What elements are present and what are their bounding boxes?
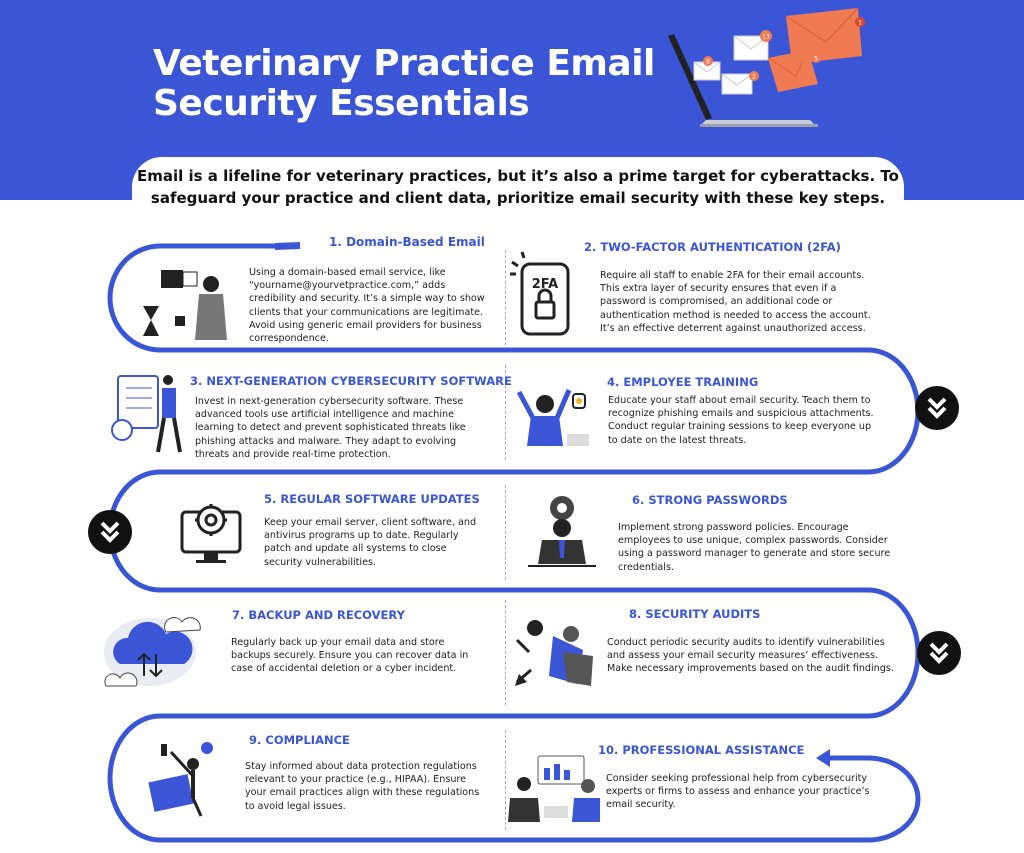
page-title-line-1: Veterinary Practice Email	[153, 43, 655, 84]
badge-2: 13	[762, 33, 770, 41]
step-9-body: Stay informed about data protection regulations relevant to your practice (e.g., HIPAA). Ensure your email practices align with these regulations to avoid legal issues.	[245, 761, 480, 812]
step-9-title: 9. COMPLIANCE	[249, 733, 350, 747]
trainer-illustration	[513, 374, 597, 450]
chevron-down-icon	[915, 386, 959, 430]
step-3-title: 3. NEXT-GENERATION CYBERSECURITY SOFTWARE	[190, 374, 512, 388]
step-2-title: 2. TWO-FACTOR AUTHENTICATION (2FA)	[584, 240, 841, 254]
step-1-title: 1. Domain-Based Email	[329, 235, 485, 249]
step-7-body: Regularly back up your email data and store backups securely. Ensure you can recover data in case of accidental deletion or a cyber incident.	[231, 637, 469, 675]
step-5-title: 5. REGULAR SOFTWARE UPDATES	[264, 492, 480, 506]
step-5-body: Keep your email server, client software, and antivirus programs up to date. Regularly patch and update all systems to close security vulnerabilities.	[264, 517, 477, 568]
page-title-line-2: Security Essentials	[153, 83, 530, 124]
divider	[505, 485, 506, 580]
chevron-down-icon	[917, 631, 961, 675]
divider	[505, 600, 506, 705]
chevron-down-icon	[88, 510, 132, 554]
step-7-title: 7. BACKUP AND RECOVERY	[232, 608, 405, 622]
monitor-gear-icon	[178, 500, 246, 566]
step-8-title: 8. SECURITY AUDITS	[629, 607, 761, 621]
badge-1: 8	[706, 58, 710, 66]
cloud-backup-icon	[100, 608, 208, 694]
step-6-title: 6. STRONG PASSWORDS	[632, 493, 788, 507]
step-4-title: 4. EMPLOYEE TRAINING	[607, 375, 759, 389]
phone-2fa-icon	[510, 250, 574, 338]
audit-team-illustration	[513, 616, 597, 692]
badge-3: 2	[752, 73, 756, 81]
person-presenting-illustration	[135, 262, 235, 342]
businessman-gear-illustration	[518, 492, 604, 572]
step-10-title: 10. PROFESSIONAL ASSISTANCE	[598, 743, 805, 757]
step-8-body: Conduct periodic security audits to identify vulnerabilities and assess your email security measures’ effectiveness. Make necessary improvements based on the audit findings.	[607, 637, 894, 675]
step-3-body: Invest in next-generation cybersecurity software. These advanced tools use artificial intelligence and machine learning to detect and prevent sophisticated threats like phishing attacks and malware. They adapt to evolving threats and provide real-time protection.	[195, 396, 466, 460]
consultants-illustration	[506, 754, 602, 826]
intro-text: Email is a lifeline for veterinary practices, but it’s also a prime target for cyberattacks. To safeguard your practice and client data, prioritize email security with these key steps.	[137, 167, 899, 207]
step-6-body: Implement strong password policies. Encourage employees to use unique, complex passwords. Consider using a password manager to generate and store secure credentials.	[618, 522, 891, 573]
2fa-label: 2FA	[531, 277, 559, 292]
divider	[505, 250, 506, 345]
checklist-illustration	[108, 370, 190, 456]
badge-4: 5	[814, 55, 818, 63]
compliance-illustration	[145, 734, 227, 820]
step-4-body: Educate your staff about email security. Teach them to recognize phishing emails and suspicious attachments. Conduct regular training sessions to keep everyone up to date on the latest threats.	[608, 395, 874, 446]
step-1-body: Using a domain-based email service, like “yourname@yourvetpractice.com,” adds credibility and security. It’s a simple way to show clients that your communications are legitimate. Avoid using generic email providers for business correspondence.	[249, 267, 485, 345]
badge-5: 1	[858, 19, 862, 27]
step-2-body: Require all staff to enable 2FA for their email accounts. This extra layer of security ensures that even if a password is compromised, an additional code or authentication method is needed to access the account. It’s an effective deterrent against unauthorized access.	[600, 270, 871, 334]
step-10-body: Consider seeking professional help from cybersecurity experts or firms to assess and enhance your practice’s email security.	[606, 773, 870, 811]
